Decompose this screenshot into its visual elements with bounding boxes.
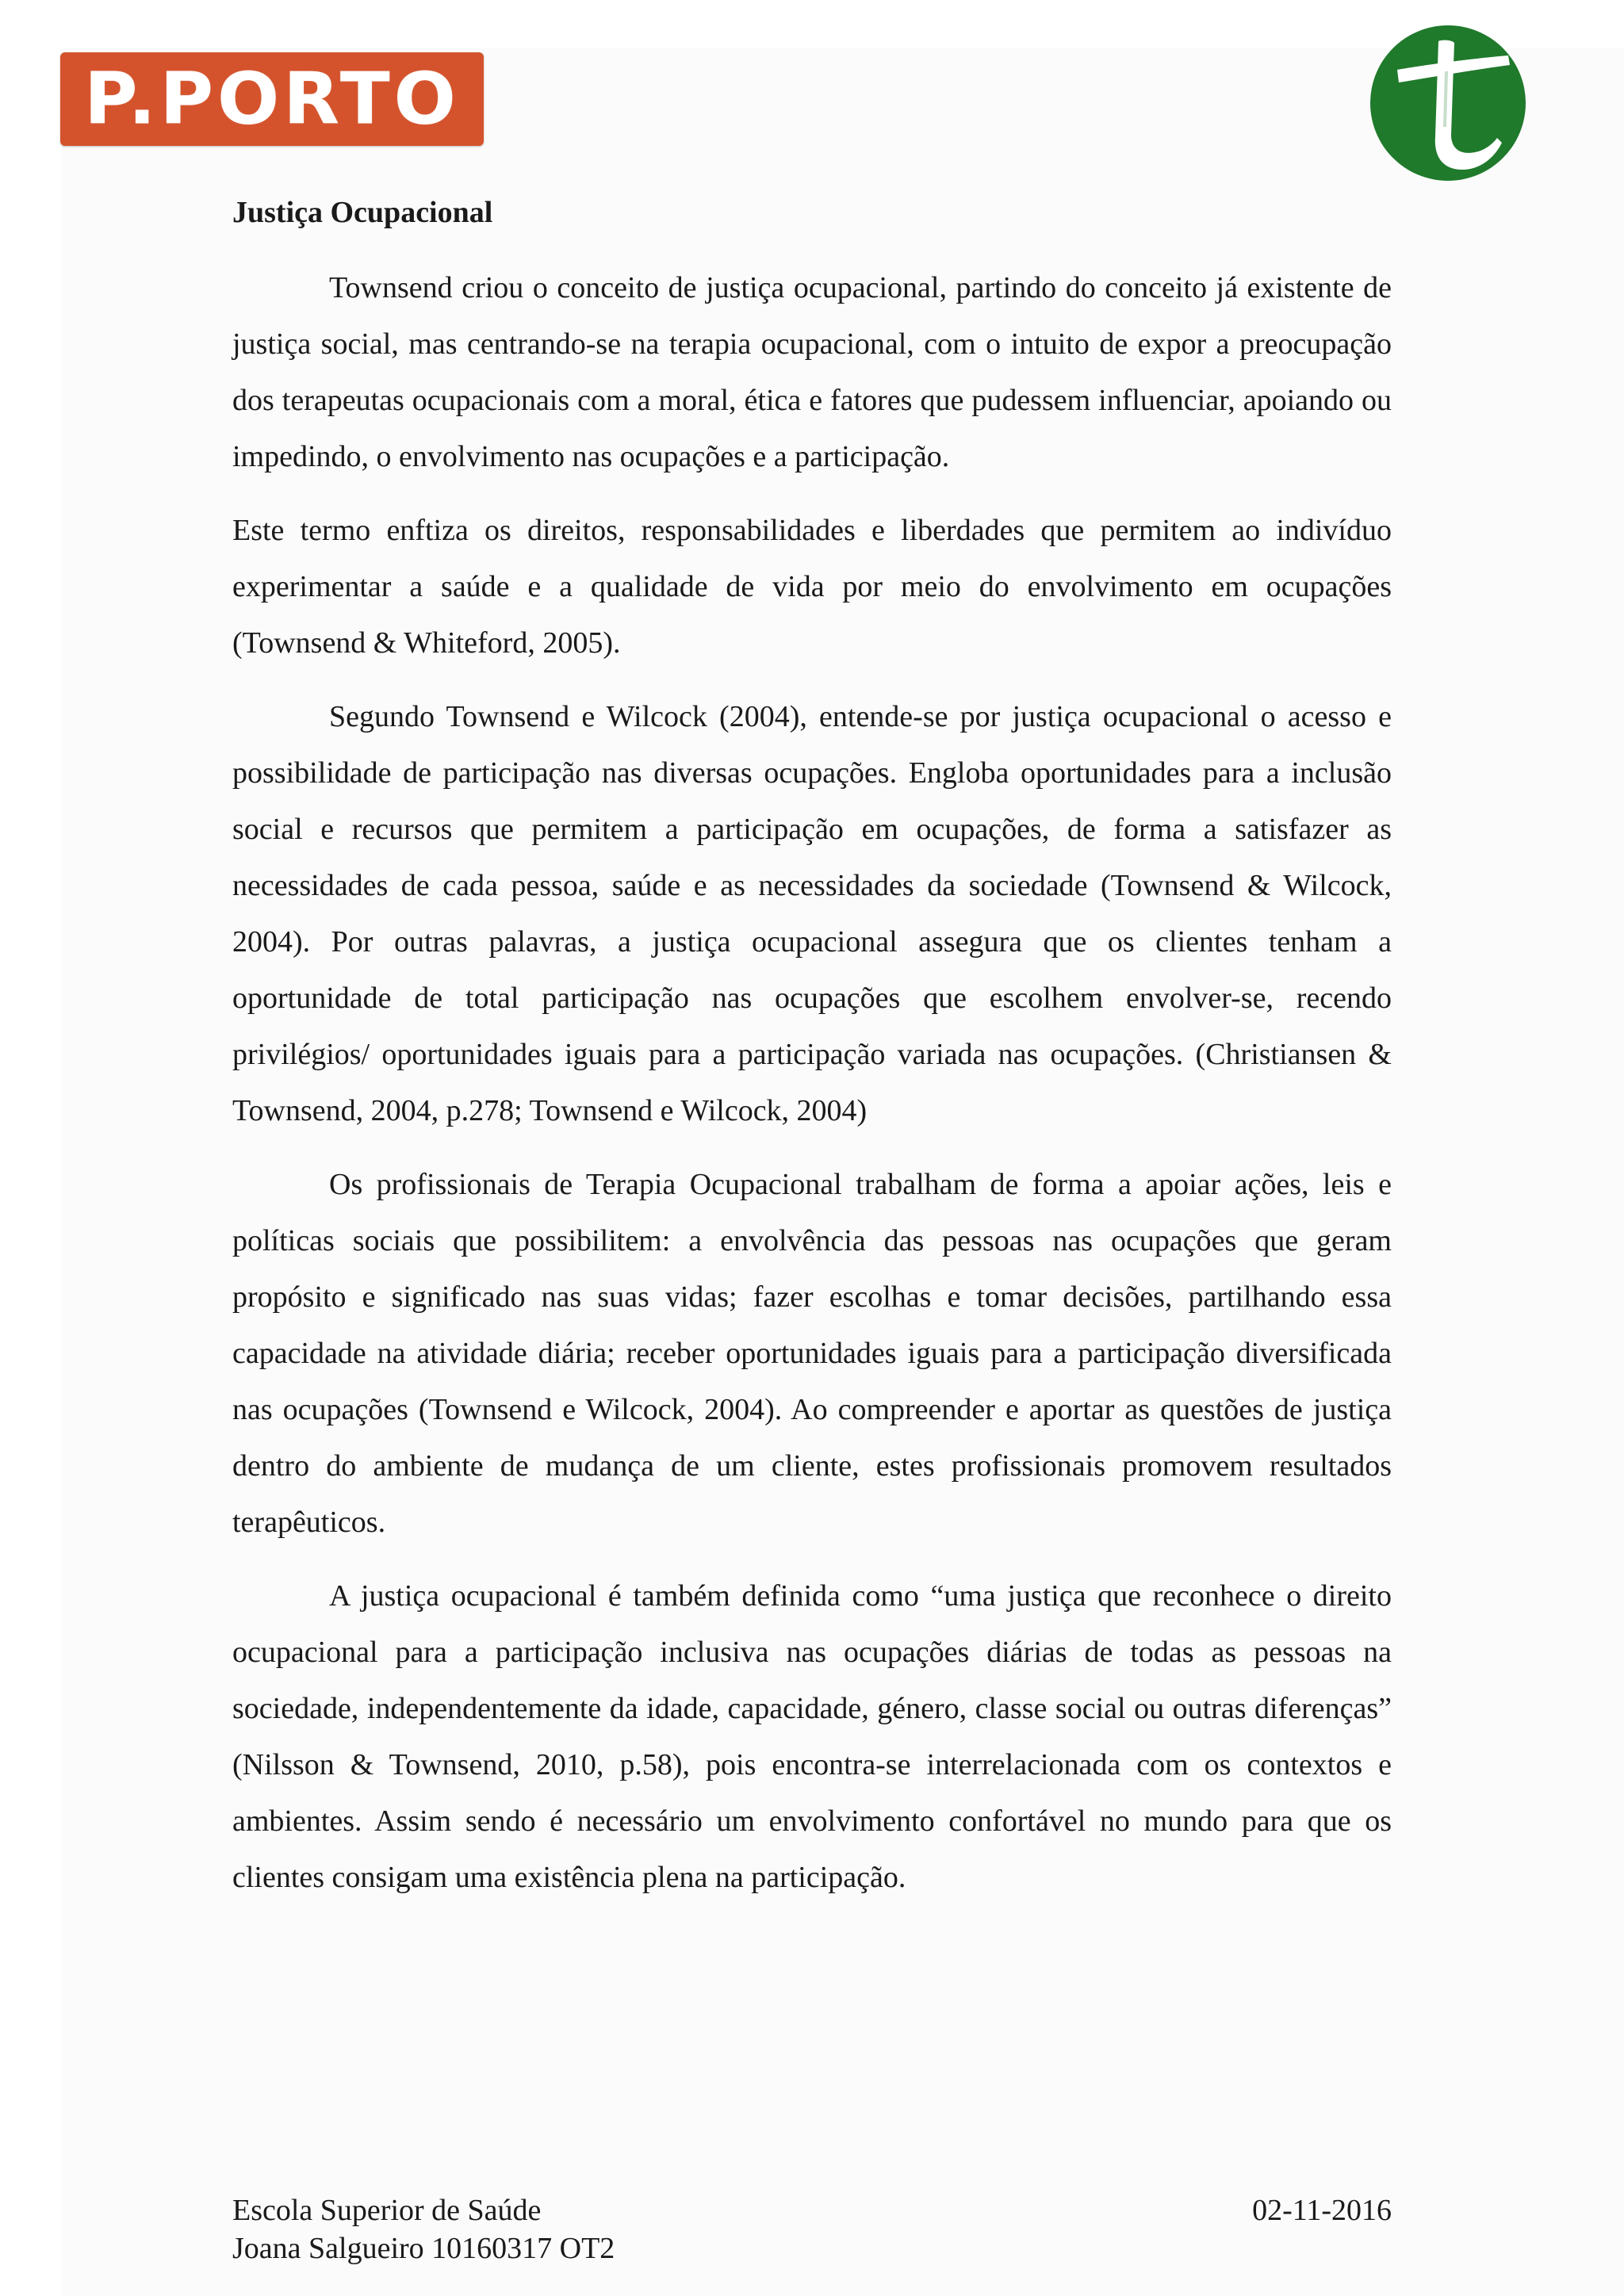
paragraph-4: Os profissionais de Terapia Ocupacional trabalham de forma a apoiar ações, leis e políticas sociais que possibilitem: a envolvência das pessoas nas ocupações que geram propósito e significado nas suas vidas; fazer escolhas e tomar decisões, partilhando essa capacidade na atividade diária; receber oportunidades iguais para a participação diversificada nas ocupações (Townsend e Wilcock, 2004). Ao compreender e aportar as questões de justiça dentro do ambiente de mudança de um cliente, estes profissionais promovem resultados terapêuticos. <box>232 1168 1392 1539</box>
paragraph-1: Townsend criou o conceito de justiça ocupacional, partindo do conceito já existente de justiça social, mas centrando-se na terapia ocupacional, com o intuito de expor a preocupação dos terapeutas ocupacionais com a moral, ética e fatores que pudessem influenciar, apoiando ou impedindo, o envolvimento nas ocupações e a participação. <box>232 271 1392 473</box>
p-porto-logo <box>60 52 484 146</box>
green-cross-seal-icon <box>1369 24 1527 182</box>
paragraph-5: A justiça ocupacional é também definida como “uma justiça que reconhece o direito ocupacional para a participação inclusiva nas ocupações diárias de todas as pessoas na sociedade, independentemente da idade, capacidade, género, classe social ou outras diferenças” (Nilsson & Townsend, 2010, p.58), pois encontra-se interrelacionada com os contextos e ambientes. Assim sendo é necessário um envolvimento confortável no mundo para que os clientes consigam uma existência plena na participação. <box>232 1579 1392 1894</box>
p-porto-logo-text: P.PORTO <box>84 57 460 140</box>
footer-date: 02-11-2016 <box>1252 2194 1392 2227</box>
footer-author: Joana Salgueiro 10160317 OT2 <box>232 2232 615 2265</box>
footer-left <box>232 2191 615 2267</box>
footer-right <box>1252 2191 1392 2229</box>
document-title: Justiça Ocupacional <box>232 196 493 229</box>
paragraph-3: Segundo Townsend e Wilcock (2004), entende-se por justiça ocupacional o acesso e possibilidade de participação nas diversas ocupações. Engloba oportunidades para a inclusão social e recursos que permitem a participação em ocupações, de forma a satisfazer as necessidades de cada pessoa, saúde e as necessidades da sociedade (Townsend & Wilcock, 2004). Por outras palavras, a justiça ocupacional assegura que os clientes tenham a oportunidade de total participação nas ocupações que escolhem envolver-se, recendo privilégios/ oportunidades iguais para a participação variada nas ocupações. (Christiansen & Townsend, 2004, p.278; Townsend e Wilcock, 2004) <box>232 700 1392 1127</box>
paragraph-2: Este termo enftiza os direitos, responsabilidades e liberdades que permitem ao indivíduo experimentar a saúde e a qualidade de vida por meio do envolvimento em ocupações (Townsend & Whiteford, 2005). <box>232 514 1392 660</box>
footer-school: Escola Superior de Saúde <box>232 2194 542 2227</box>
document-body <box>232 182 1392 1906</box>
